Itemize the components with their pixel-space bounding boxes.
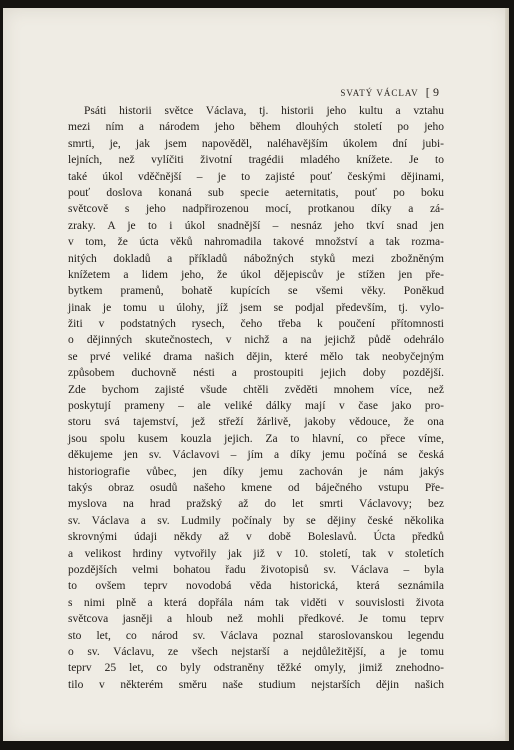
running-head-title: SVATÝ VÁCLAV bbox=[340, 88, 419, 98]
text-line: poskytují prameny – ale veliké dálky mají v čase jako pro- bbox=[68, 400, 444, 413]
text-line: děkujeme jen sv. Václavovi – jím a díky jemu počíná se česká bbox=[68, 449, 444, 462]
text-line: jsou spolu kusem kouzla jejich. Za to hlavní, co přece víme, bbox=[68, 432, 444, 445]
text-line: o dějinných skutečnostech, v nichž a na jejichž půdě odehrálo bbox=[68, 334, 444, 347]
text-line: pozdějších velmi bohatou řadu životopisů sv. Václava – byla bbox=[68, 563, 444, 576]
text-line: žiti v podstatných rysech, čeho třeba k poučení přítomnosti bbox=[68, 318, 444, 331]
text-line: v tom, že úcta věků nahromadila takové množství a tak rozma- bbox=[68, 236, 444, 249]
text-line: lejních, než vylíčiti životní tragédii mladého knížete. Je to bbox=[68, 154, 444, 167]
text-line: s nimi plně a která dopřála nám tak viděti v souvislosti života bbox=[68, 596, 444, 609]
text-line: také úkol vděčnější – je to zajisté pouť českými dějinami, bbox=[68, 170, 444, 183]
text-line: bytkem pramenů, bohatě kupících se všemi věky. Poněkud bbox=[68, 285, 444, 298]
text-line: mezi ním a národem jeho během dlouhých století po jeho bbox=[68, 121, 444, 134]
text-line: Psáti historii světce Václava, tj. historii jeho kultu a vztahu bbox=[84, 105, 444, 117]
text-line: pouť doslova konaná sub specie aeternitatis, pouť po boku bbox=[68, 186, 444, 199]
text-line: se prvé veliké drama našich dějin, které mělo tak neobyčejným bbox=[68, 350, 444, 363]
text-line: a velikost hrdiny vytvořily jak již v 10. století, tak v stoletích bbox=[68, 547, 444, 560]
text-line: Zde bychom zajisté všude chtěli zvěděti mnohem více, než bbox=[68, 383, 444, 396]
text-line: skrovnými údaji někdy až v době Boleslavů. Úcta předků bbox=[68, 531, 444, 544]
page-number: 9 bbox=[433, 85, 439, 99]
text-line: světcova jasněji a hloub než mohli předkové. Je tomu teprv bbox=[68, 613, 444, 626]
text-line: jinak je tomu u úlohy, jíž jsem se podjal především, tj. vylo- bbox=[68, 301, 444, 314]
running-head bbox=[3, 85, 439, 100]
text-line: tilo v některém směru naše studium nejstarších dějin našich bbox=[68, 678, 444, 691]
body-paragraph bbox=[68, 103, 444, 693]
text-line: světcově s jeho nadpřirozenou mocí, protkanou díky a zá- bbox=[68, 203, 444, 216]
text-line: sto let, co národ sv. Václava poznal staroslovanskou legendu bbox=[68, 629, 444, 642]
text-line: způsobem duchovně nésti a prostoupiti jejich doby pozdější. bbox=[68, 367, 444, 380]
text-line: teprv 25 let, co byly odstraněny těžké omyly, jimiž znehodno- bbox=[68, 662, 444, 675]
text-line: smrti, je, jak jsem napověděl, naléhavějším úkolem dní jubi- bbox=[68, 137, 444, 150]
book-page bbox=[3, 8, 509, 741]
text-line: to ovšem teprv novodobá věda historická, která seznámila bbox=[68, 580, 444, 593]
text-line: zraky. A je to i úkol snadnější – nesnáz jeho tkví snad jen bbox=[68, 219, 444, 232]
text-line: storu svá tajemství, jež střeží žárlivě, jakoby vědouce, že ona bbox=[68, 416, 444, 429]
text-line: myslova na hrad pražský až do let smrti Václavovy; bez bbox=[68, 498, 444, 511]
text-line: takýs obraz osudů našeho kmene od báječného vstupu Pře- bbox=[68, 481, 444, 494]
running-head-bracket: [ bbox=[425, 85, 430, 99]
text-line: knížetem a lidem jeho, že úkol dějepiscův je stížen jen pře- bbox=[68, 268, 444, 281]
text-line: nitých dokladů a příkladů nábožných styků mezi zbožněným bbox=[68, 252, 444, 265]
page-edge bbox=[505, 8, 509, 741]
text-line: sv. Václava a sv. Ludmily počínaly by se dějiny české několika bbox=[68, 514, 444, 527]
text-line: o sv. Václavu, ze všech nejstarší a nejdůležitější, a je tomu bbox=[68, 645, 444, 658]
text-line: historiografie vůbec, jen díky jemu zachován je nám jakýs bbox=[68, 465, 444, 478]
